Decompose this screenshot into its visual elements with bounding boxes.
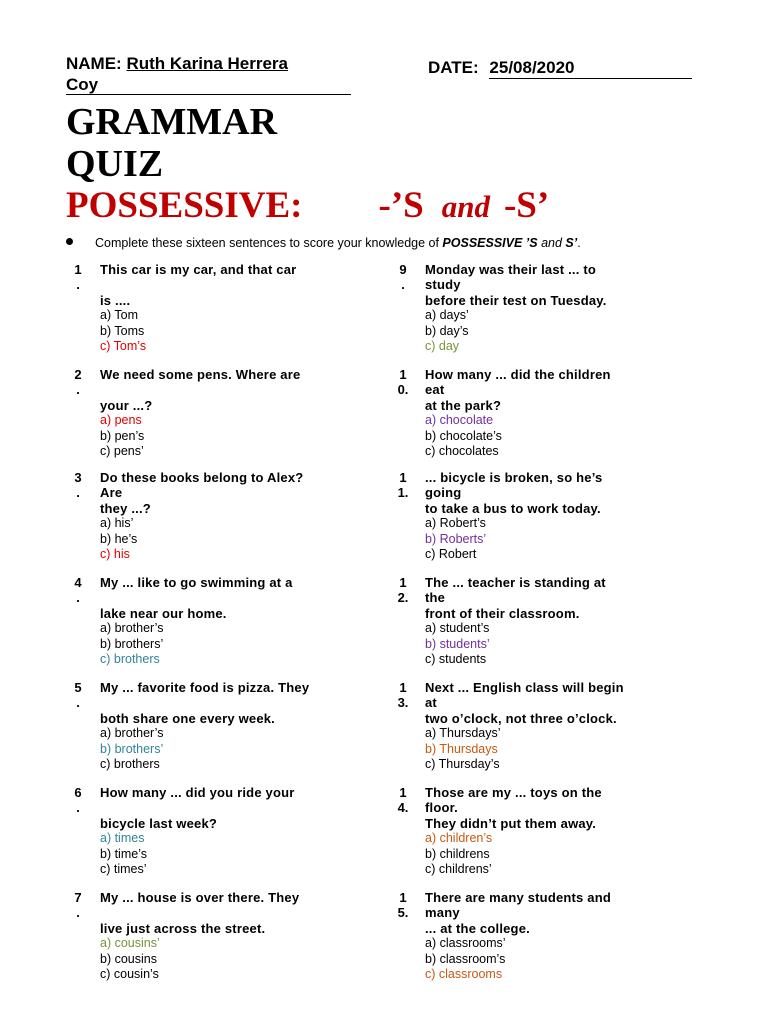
answer-option: b) he’s [100,531,138,546]
question-number [68,470,88,501]
question-stem-line: many [425,905,460,921]
answer-option: c) chocolates [425,444,499,459]
question-number [393,470,413,501]
question-body [100,890,355,982]
question-number-part: . [76,905,80,921]
answer-option: c) his [100,547,130,562]
question-stem-line: How many ... did the children [425,367,611,382]
question-stem-line: eat [425,382,445,398]
question-number-part: 1 [399,785,407,800]
title-apostrophe-s: -’S [378,185,424,226]
question-stem-line: before their test on Tuesday. [425,292,607,308]
question-number-part: 2. [397,590,409,606]
answer-option: b) Toms [100,323,145,338]
title-line-2: QUIZ [66,143,164,185]
answer-option: c) brothers [100,757,160,772]
question-body [425,262,680,354]
question-number [68,680,88,711]
question-number [393,890,413,921]
question-stem-line: They didn’t put them away. [425,815,597,831]
question-stem-line: is .... [100,292,131,308]
question-number-part: 3. [397,695,409,711]
question-stem-line: We need some pens. Where are [100,367,301,382]
question-number-part: 5 [74,680,82,695]
question-number-part: . [76,695,80,711]
question-number [68,575,88,606]
answer-option: a) Thursdays’ [425,726,501,741]
answer-option: b) Thursdays [425,741,498,756]
answer-option: c) times’ [100,862,147,877]
question-stem-line [100,277,355,292]
answer-option: b) chocolate’s [425,428,502,443]
question-stem-line: My ... house is over there. They [100,890,300,905]
answer-option: b) pen’s [100,428,145,443]
question-stem-line: going [425,485,462,501]
question-stem-line: There are many students and [425,890,612,905]
answer-option: b) day’s [425,323,469,338]
question-stem-line: study [425,277,461,293]
question-stem-line [100,695,355,710]
answer-option: a) children’s [425,831,493,846]
answer-option: a) classrooms’ [425,936,506,951]
question-number [68,890,88,921]
question-stem-line: your ...? [100,397,153,413]
question-number [393,367,413,398]
title-line-1: GRAMMAR [66,101,278,143]
instructions [66,235,581,251]
answer-option: a) cousins’ [100,936,160,951]
name-field [66,54,288,74]
question-stem-line: the [425,590,446,606]
question-body [425,575,680,667]
answer-option: b) time’s [100,846,148,861]
question-stem-line: How many ... did you ride your [100,785,295,800]
question-number-part: . [76,800,80,816]
answer-option: b) cousins [100,951,157,966]
date-label: DATE: [428,58,479,77]
question-number-part: . [401,277,405,293]
question-body [100,680,355,772]
date-value: 25/08/2020 [489,58,692,79]
answer-option: a) his’ [100,516,134,531]
date-field [428,58,692,79]
answer-option: a) times [100,831,145,846]
question-stem-line: at the park? [425,397,502,413]
question-body [100,367,355,459]
answer-option: b) classroom’s [425,951,506,966]
question-body [425,890,680,982]
answer-option: c) pens’ [100,444,144,459]
question-number-part: . [76,590,80,606]
question-number-part: 7 [74,890,82,905]
title-line-3 [66,186,549,227]
question-stem-line: ... bicycle is broken, so he’s [425,470,603,485]
question-number [68,262,88,293]
question-number-part: 0. [397,382,409,398]
question-stem-line: The ... teacher is standing at [425,575,606,590]
question-stem-line: live just across the street. [100,920,266,936]
question-stem-line: lake near our home. [100,605,227,621]
answer-option: b) Roberts’ [425,531,487,546]
instructions-bold-2: S’ [565,236,578,250]
question-number-part: 1 [399,367,407,382]
question-number-part: 3 [74,470,82,485]
answer-option: a) pens [100,413,142,428]
answer-option: a) days’ [425,308,469,323]
question-number [68,785,88,816]
question-stem-line: Monday was their last ... to [425,262,597,277]
question-body [100,575,355,667]
question-number-part: 5. [397,905,409,921]
question-number-part: 9 [399,262,407,277]
answer-option: c) childrens’ [425,862,492,877]
question-number-part: 1 [399,890,407,905]
answer-option: b) students’ [425,636,490,651]
question-body [425,470,680,562]
title-and: and [441,189,490,224]
answer-option: b) brothers’ [100,636,164,651]
instructions-and: and [537,236,566,250]
question-stem-line: they ...? [100,500,151,516]
question-number-part: 1 [399,680,407,695]
question-body [425,680,680,772]
answer-option: c) brothers [100,652,160,667]
answer-option: c) Thursday’s [425,757,500,772]
instructions-bold-1: POSSESSIVE ’S [442,236,538,250]
question-stem-line: front of their classroom. [425,605,580,621]
question-number [68,367,88,398]
question-number [393,575,413,606]
question-number-part: 1 [74,262,82,277]
answer-option: a) brother’s [100,621,164,636]
question-number-part: 1. [397,485,409,501]
question-body [100,262,355,354]
question-body [425,367,680,459]
answer-option: b) childrens [425,846,490,861]
answer-option: b) brothers’ [100,741,164,756]
answer-option: a) brother’s [100,726,164,741]
question-stem-line: two o’clock, not three o’clock. [425,710,617,726]
question-stem-line: both share one every week. [100,710,275,726]
question-number [393,680,413,711]
question-number-part: 1 [399,575,407,590]
question-stem-line: ... at the college. [425,920,530,936]
title-possessive: POSSESSIVE: [66,185,303,226]
question-stem-line: Those are my ... toys on the [425,785,602,800]
question-body [100,785,355,877]
question-body [425,785,680,877]
question-number-part: 1 [399,470,407,485]
question-number-part: . [76,277,80,293]
question-number-part: 4 [74,575,82,590]
question-number [393,262,413,293]
answer-option: a) Tom [100,308,138,323]
question-body [100,470,355,562]
question-number-part: . [76,382,80,398]
question-stem-line: My ... favorite food is pizza. They [100,680,310,695]
question-stem-line [100,590,355,605]
answer-option: c) Tom’s [100,339,147,354]
question-stem-line: My ... like to go swimming at a [100,575,293,590]
question-number-part: 6 [74,785,82,800]
title-s-apostrophe: -S’ [503,185,550,226]
bullet-icon [66,238,73,245]
question-stem-line: Are [100,485,123,501]
question-stem-line [100,905,355,920]
question-number-part: 2 [74,367,82,382]
answer-option: c) classrooms [425,967,503,982]
instructions-period: . [577,236,581,250]
question-stem-line [100,382,355,397]
name-value: Ruth Karina Herrera [126,54,289,73]
answer-option: c) Robert [425,547,477,562]
question-stem-line: to take a bus to work today. [425,500,601,516]
answer-option: a) chocolate [425,413,494,428]
question-stem-line: Next ... English class will begin [425,680,624,695]
question-stem-line: floor. [425,800,458,816]
answer-option: a) student’s [425,621,490,636]
question-stem-line: This car is my car, and that car [100,262,297,277]
name-label: NAME: [66,54,122,73]
instructions-text: Complete these sixteen sentences to score your knowledge of [95,236,443,250]
answer-option: c) day [425,339,460,354]
question-stem-line: Do these books belong to Alex? [100,470,304,485]
answer-option: c) students [425,652,487,667]
question-number-part: . [76,485,80,501]
question-number-part: 4. [397,800,409,816]
answer-option: a) Robert’s [425,516,486,531]
answer-option: c) cousin’s [100,967,159,982]
question-stem-line: at [425,695,437,711]
question-stem-line: bicycle last week? [100,815,218,831]
name-value-continued: Coy [66,75,351,95]
question-number [393,785,413,816]
question-stem-line [100,800,355,815]
